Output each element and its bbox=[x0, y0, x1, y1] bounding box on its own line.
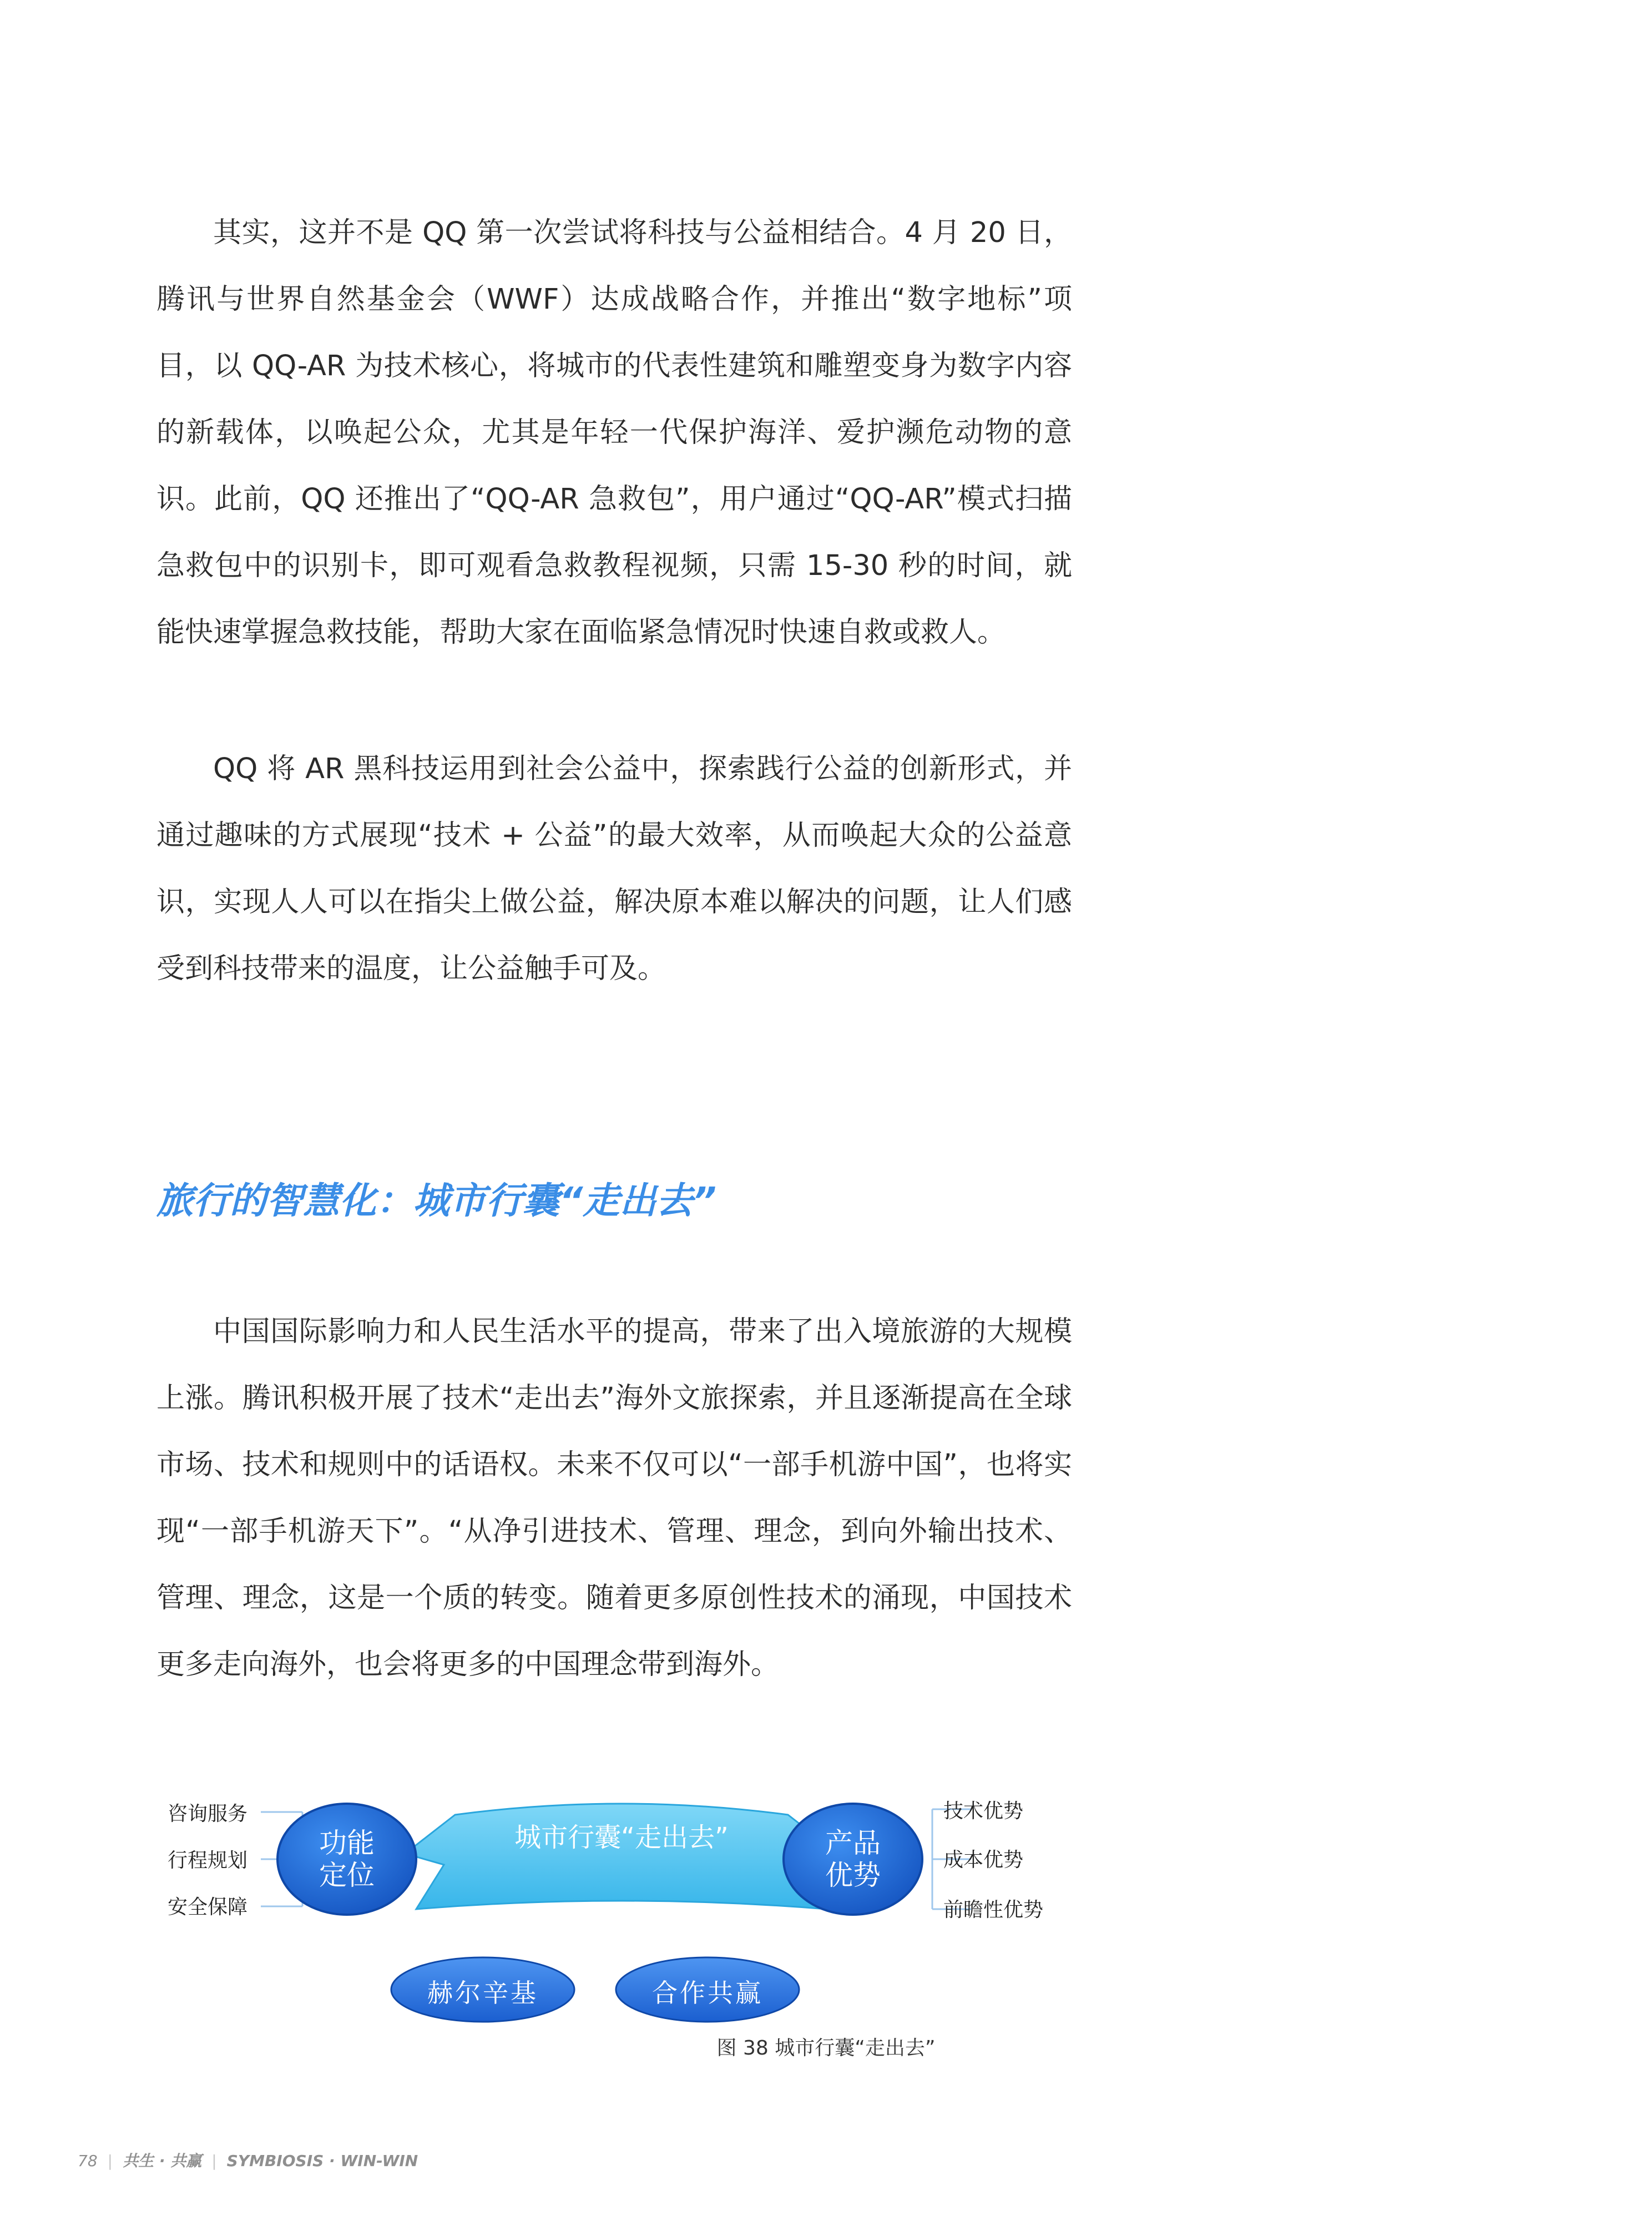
left-label: 安全保障 bbox=[168, 1896, 248, 1919]
product-ellipse-label: 产品 优势 bbox=[825, 1827, 881, 1891]
right-label: 前瞻性优势 bbox=[943, 1899, 1044, 1921]
figure-caption: 图 38 城市行囊“走出去” bbox=[716, 2037, 936, 2060]
footer-en-title: SYMBIOSIS · WIN-WIN bbox=[226, 2152, 418, 2170]
body-paragraph: 中国国际影响力和人民生活水平的提高，带来了出入境旅游的大规模上涨。腾讯积极开展了技术“走出去”海外文旅探索，并且逐渐提高在全球市场、技术和规则中的话语权。未来不仅可以“一部手机游中国”，也将实现“一部手机游天下”。“从净引进技术、管理、理念，到向外输出技术、管理、理念，这是一个质的转变。随着更多原创性技术的涌现，中国技术更多走向海外，也会将更多的中国理念带到海外。 bbox=[156, 1315, 1072, 1681]
page-footer: 78 | 共生 · 共赢 | SYMBIOSIS · WIN-WIN bbox=[78, 2152, 418, 2170]
right-label: 成本优势 bbox=[943, 1849, 1024, 1871]
pill-cooperation-label: 合作共赢 bbox=[652, 1978, 763, 2008]
pill-helsinki-label: 赫尔辛基 bbox=[427, 1978, 538, 2008]
section-heading: 旅行的智慧化：城市行囊“走出去” bbox=[156, 1179, 717, 1222]
body-paragraph: QQ 将 AR 黑科技运用到社会公益中，探索践行公益的创新形式，并通过趣味的方式展现“技术 + 公益”的最大效率，从而唤起大众的公益意识，实现人人可以在指尖上做公益，解决原本难以解决的问题，让人们感受到科技带来的温度，让公益触手可及。 bbox=[156, 753, 1072, 985]
left-label: 咨询服务 bbox=[168, 1803, 248, 1825]
body-paragraph: 其实，这并不是 QQ 第一次尝试将科技与公益相结合。4 月 20 日，腾讯与世界自然基金会（WWF）达成战略合作，并推出“数字地标”项目，以 QQ-AR 为技术核心，将城市的代表性建筑和雕塑变身为数字内容的新载体，以唤起公众，尤其是年轻一代保护海洋、爱护濒危动物的意识。此前，QQ 还推出了“QQ-AR 急救包”，用户通过“QQ-AR”模式扫描急救包中的识别卡，即可观看急救教程视频，只需 15-30 秒的时间，就能快速掌握急救技能，帮助大家在面临紧急情况时快速自救或救人。 bbox=[156, 216, 1072, 649]
function-ellipse-label: 功能 定位 bbox=[319, 1827, 375, 1891]
page-number: 78 bbox=[78, 2152, 98, 2170]
right-label: 技术优势 bbox=[943, 1800, 1024, 1823]
left-label: 行程规划 bbox=[168, 1849, 248, 1872]
footer-cn-title: 共生 · 共赢 bbox=[123, 2152, 202, 2170]
ribbon-label: 城市行囊“走出去” bbox=[514, 1822, 729, 1853]
figure-diagram bbox=[155, 1781, 1088, 2026]
